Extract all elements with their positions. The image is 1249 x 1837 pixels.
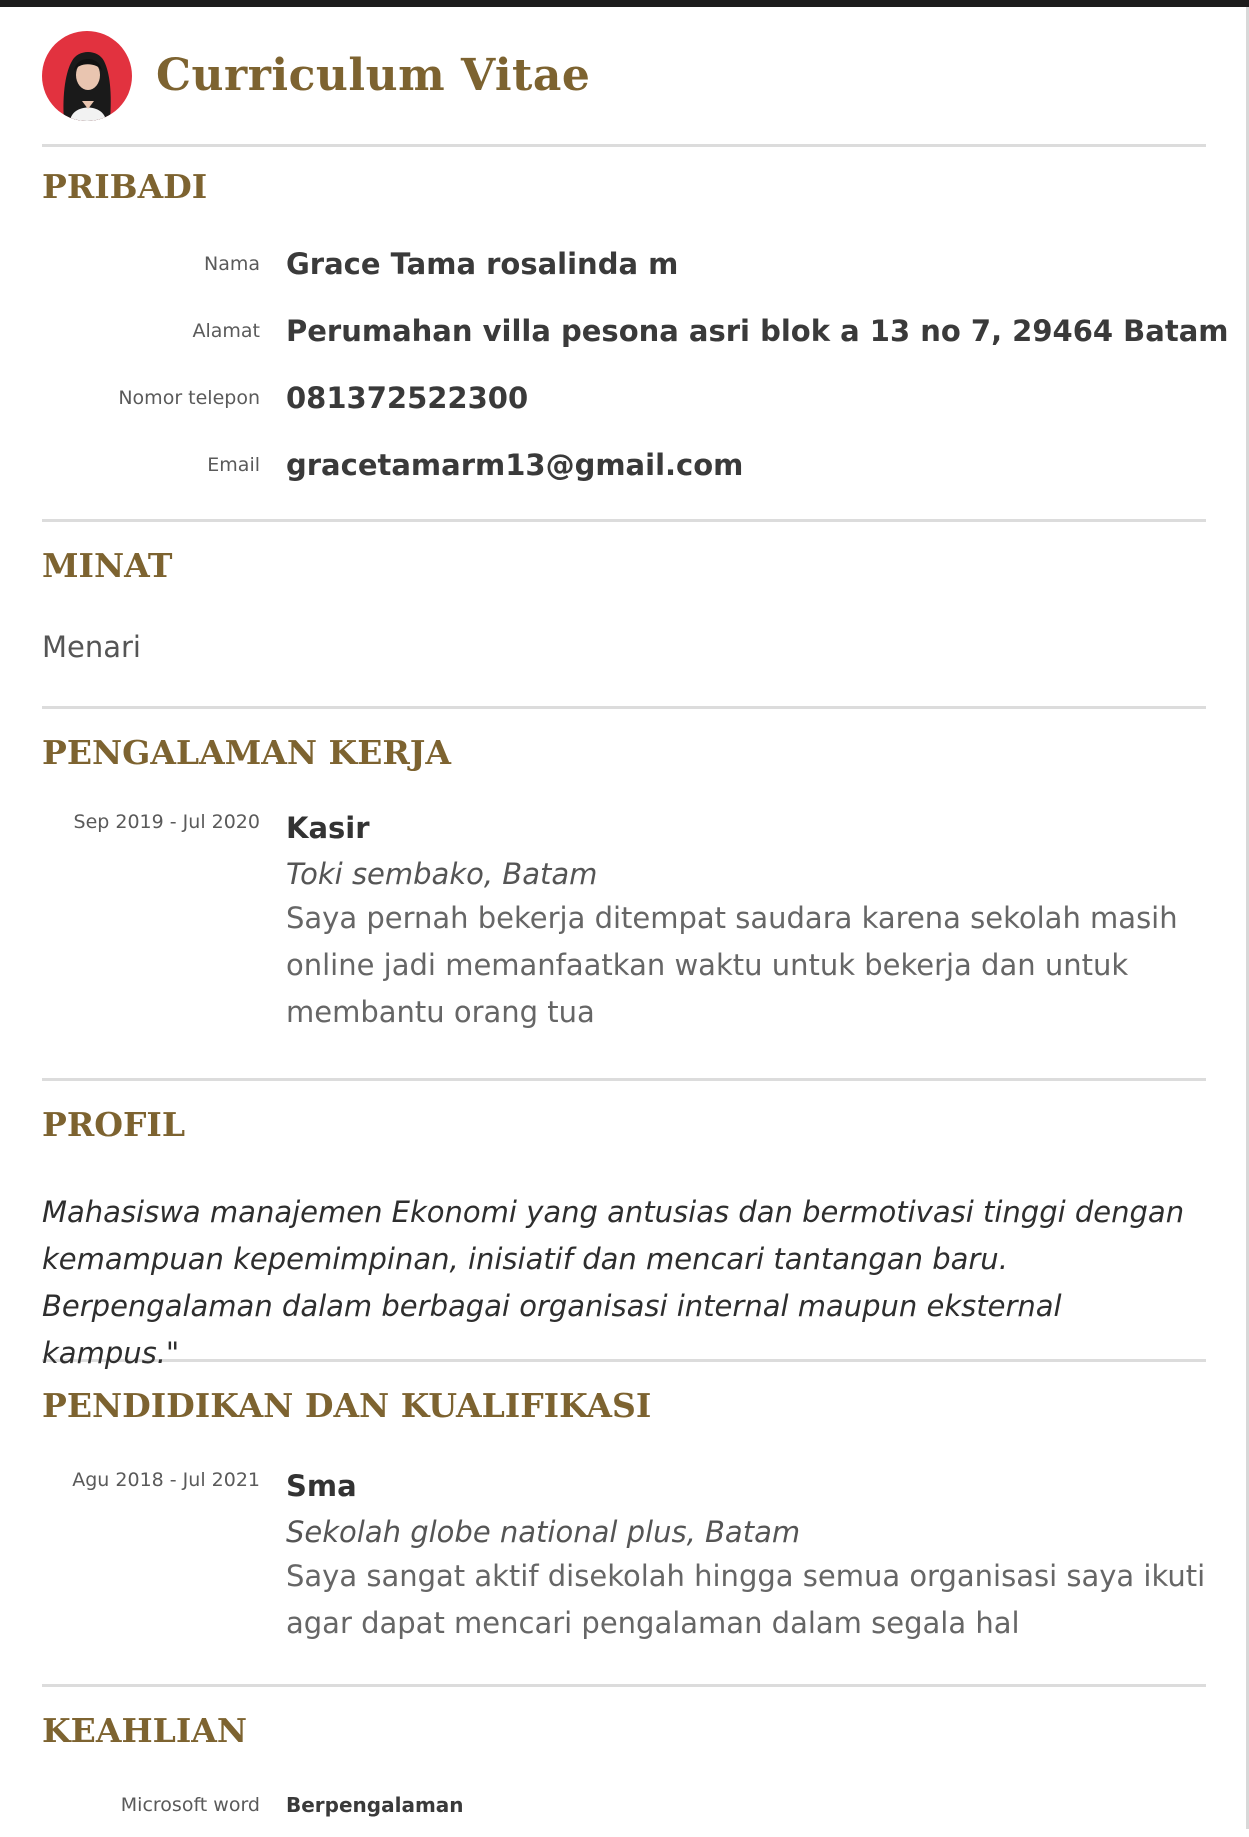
section-title-education: PENDIDIKAN DAN KUALIFIKASI xyxy=(42,1386,652,1425)
cv-document xyxy=(42,7,1229,1837)
field-value: Perumahan villa pesona asri blok a 13 no 7, 29464 Batam xyxy=(286,314,1229,348)
field-value: gracetamarm13@gmail.com xyxy=(286,448,744,482)
section-title-profile: PROFIL xyxy=(42,1105,186,1144)
entry-description: Saya sangat aktif disekolah hingga semua organisasi saya ikuti agar dapat mencari pengalaman dalam segala hal xyxy=(286,1559,1206,1640)
section-work xyxy=(42,709,1206,1081)
interests-text: Menari xyxy=(42,630,141,664)
field-value: Grace Tama rosalinda m xyxy=(286,247,679,281)
entry-period: Sep 2019 - Jul 2020 xyxy=(73,811,260,833)
section-profile xyxy=(42,1081,1206,1370)
section-title-skills: KEAHLIAN xyxy=(42,1711,248,1750)
section-education xyxy=(42,1362,1206,1687)
section-title-personal: PRIBADI xyxy=(42,167,208,206)
skill-name: Microsoft word xyxy=(120,1794,260,1816)
entry-place: Sekolah globe national plus, Batam xyxy=(286,1515,801,1549)
avatar xyxy=(42,31,132,121)
entry-degree: Sma xyxy=(286,1469,357,1503)
entry-role: Kasir xyxy=(286,811,370,845)
field-label: Nama xyxy=(203,253,260,275)
field-value: 081372522300 xyxy=(286,381,529,415)
page-title: Curriculum Vitae xyxy=(156,50,591,101)
profile-text: Mahasiswa manajemen Ekonomi yang antusias dan bermotivasi tinggi dengan kemampuan kepemimpinan, inisiatif dan mencari tantangan baru. Berpengalaman dalam berbagai organisasi internal maupun eksternal kampus." xyxy=(42,1195,1185,1370)
field-label: Email xyxy=(207,454,260,476)
section-title-work: PENGALAMAN KERJA xyxy=(42,733,451,772)
skill-level: Berpengalaman xyxy=(286,1793,464,1817)
entry-description: Saya pernah bekerja ditempat saudara karena sekolah masih online jadi memanfaatkan waktu untuk bekerja dan untuk membantu orang tua xyxy=(286,901,1178,1029)
entry-period: Agu 2018 - Jul 2021 xyxy=(72,1469,260,1491)
section-interests xyxy=(42,522,1206,709)
section-skills xyxy=(42,1687,1206,1837)
entry-place: Toki sembako, Batam xyxy=(286,857,598,891)
section-personal xyxy=(42,147,1229,522)
cv-header xyxy=(42,7,1206,147)
section-title-interests: MINAT xyxy=(42,546,173,585)
field-label: Alamat xyxy=(192,320,260,342)
top-bar xyxy=(0,0,1249,7)
field-label: Nomor telepon xyxy=(118,387,260,409)
